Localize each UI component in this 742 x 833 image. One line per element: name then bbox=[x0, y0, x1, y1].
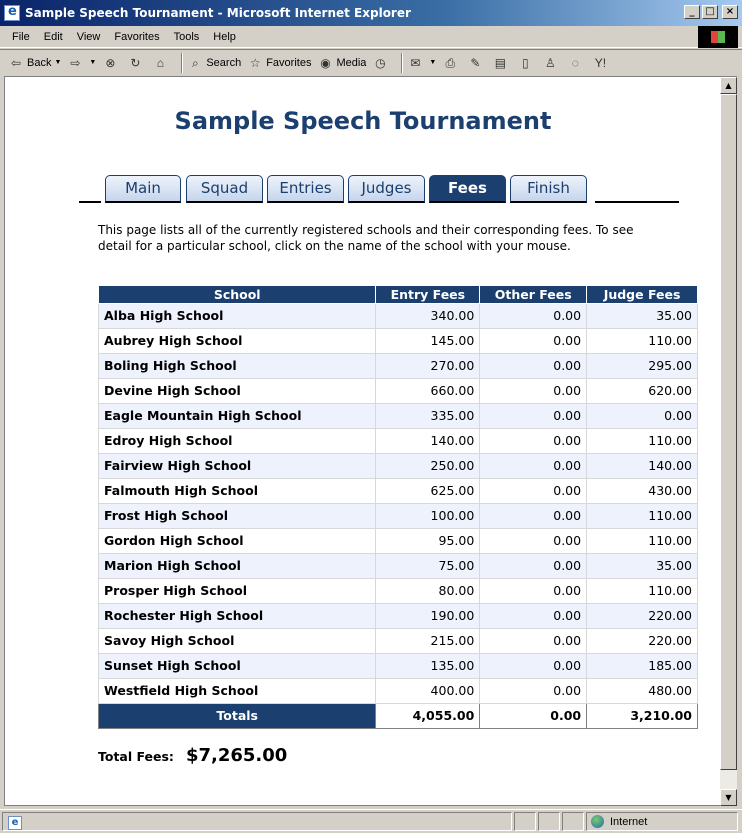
other-fees-cell: 0.00 bbox=[480, 328, 587, 353]
stop-button[interactable] bbox=[102, 55, 121, 71]
other-fees-cell: 0.00 bbox=[480, 303, 587, 328]
status-message-pane bbox=[2, 812, 512, 831]
entry-fees-cell: 660.00 bbox=[376, 378, 480, 403]
other-fees-cell: 0.00 bbox=[480, 553, 587, 578]
intro-text: This page lists all of the currently registered schools and their corresponding fees. To see detail for a particular school, click on the name of the school with your mouse. bbox=[98, 223, 634, 253]
other-fees-cell: 0.00 bbox=[480, 478, 587, 503]
internet-globe-icon bbox=[591, 815, 604, 828]
judge-fees-cell: 220.00 bbox=[587, 603, 698, 628]
vertical-scrollbar[interactable] bbox=[720, 76, 737, 806]
status-pane bbox=[562, 812, 584, 831]
toolbar bbox=[0, 49, 742, 75]
table-row bbox=[99, 478, 698, 503]
favorites-button[interactable] bbox=[247, 55, 311, 71]
entry-fees-cell: 270.00 bbox=[376, 353, 480, 378]
judge-fees-cell: 110.00 bbox=[587, 428, 698, 453]
entry-fees-cell: 75.00 bbox=[376, 553, 480, 578]
school-link[interactable]: Sunset High School bbox=[99, 653, 376, 678]
judge-fees-cell: 110.00 bbox=[587, 528, 698, 553]
table-row bbox=[99, 603, 698, 628]
yahoo-button[interactable] bbox=[592, 55, 611, 71]
tab-fees[interactable]: Fees bbox=[429, 175, 506, 203]
discuss-icon: ▤ bbox=[494, 55, 507, 70]
header-school: School bbox=[99, 286, 376, 303]
edit-button[interactable] bbox=[467, 55, 486, 71]
judge-fees-cell: 220.00 bbox=[587, 628, 698, 653]
total-fees-value: $7,265.00 bbox=[185, 745, 288, 766]
entry-fees-cell: 215.00 bbox=[376, 628, 480, 653]
total-fees bbox=[98, 745, 287, 766]
window-controls bbox=[684, 5, 738, 19]
table-row bbox=[99, 528, 698, 553]
menu-tools[interactable]: Tools bbox=[173, 30, 200, 43]
window-titlebar bbox=[0, 0, 742, 26]
entry-fees-cell: 135.00 bbox=[376, 653, 480, 678]
table-row bbox=[99, 353, 698, 378]
tab-bar bbox=[79, 175, 679, 203]
favorites-star-icon: ☆ bbox=[249, 55, 261, 70]
school-link[interactable]: Fairview High School bbox=[99, 453, 376, 478]
research-icon: ▯ bbox=[522, 55, 529, 70]
media-icon: ◉ bbox=[320, 55, 331, 70]
table-row bbox=[99, 653, 698, 678]
chat-icon: ◌ bbox=[571, 55, 579, 70]
header-other-fees: Other Fees bbox=[480, 286, 587, 303]
entry-fees-cell: 145.00 bbox=[376, 328, 480, 353]
table-row bbox=[99, 578, 698, 603]
school-link[interactable]: Devine High School bbox=[99, 378, 376, 403]
tab-judges[interactable]: Judges bbox=[348, 175, 425, 203]
judge-fees-cell: 0.00 bbox=[587, 403, 698, 428]
judge-fees-cell: 110.00 bbox=[587, 578, 698, 603]
table-row bbox=[99, 378, 698, 403]
judge-fees-cell: 35.00 bbox=[587, 303, 698, 328]
status-pane bbox=[514, 812, 536, 831]
other-fees-cell: 0.00 bbox=[480, 453, 587, 478]
other-fees-cell: 0.00 bbox=[480, 528, 587, 553]
other-fees-cell: 0.00 bbox=[480, 578, 587, 603]
edit-icon: ✎ bbox=[470, 55, 481, 70]
school-link[interactable]: Eagle Mountain High School bbox=[99, 403, 376, 428]
judge-fees-cell: 140.00 bbox=[587, 453, 698, 478]
minimize-button[interactable]: _ bbox=[684, 5, 700, 19]
other-fees-cell: 0.00 bbox=[480, 678, 587, 703]
entry-fees-cell: 80.00 bbox=[376, 578, 480, 603]
back-dropdown-icon[interactable]: ▼ bbox=[54, 59, 62, 66]
other-fees-cell: 0.00 bbox=[480, 353, 587, 378]
table-row bbox=[99, 303, 698, 328]
zone-label: Internet bbox=[610, 815, 648, 828]
search-button[interactable] bbox=[187, 55, 241, 71]
ie-icon bbox=[4, 5, 20, 21]
history-icon: ◷ bbox=[375, 55, 386, 70]
tab-finish[interactable]: Finish bbox=[510, 175, 587, 203]
search-label: Search bbox=[206, 56, 242, 69]
security-zone bbox=[586, 812, 738, 831]
windows-logo-icon bbox=[698, 26, 738, 48]
table-row bbox=[99, 553, 698, 578]
status-bar bbox=[0, 809, 742, 833]
media-label: Media bbox=[336, 56, 367, 69]
header-judge-fees: Judge Fees bbox=[587, 286, 698, 303]
school-link[interactable]: Marion High School bbox=[99, 553, 376, 578]
menu-view[interactable]: View bbox=[76, 30, 101, 43]
totals-row bbox=[99, 703, 698, 728]
yahoo-icon: Y! bbox=[594, 55, 607, 70]
school-link[interactable]: Savoy High School bbox=[99, 628, 376, 653]
judge-fees-cell: 430.00 bbox=[587, 478, 698, 503]
school-link[interactable]: Edroy High School bbox=[99, 428, 376, 453]
scroll-down-icon[interactable]: ▼ bbox=[720, 789, 737, 806]
school-link[interactable]: Alba High School bbox=[99, 303, 376, 328]
close-button[interactable]: × bbox=[722, 5, 738, 19]
other-fees-cell: 0.00 bbox=[480, 503, 587, 528]
judge-fees-cell: 620.00 bbox=[587, 378, 698, 403]
other-fees-cell: 0.00 bbox=[480, 403, 587, 428]
totals-entry: 4,055.00 bbox=[376, 703, 480, 728]
entry-fees-cell: 95.00 bbox=[376, 528, 480, 553]
judge-fees-cell: 185.00 bbox=[587, 653, 698, 678]
table-header-row bbox=[99, 286, 698, 303]
tab-underline-left bbox=[79, 201, 101, 203]
entry-fees-cell: 335.00 bbox=[376, 403, 480, 428]
tab-main[interactable]: Main bbox=[105, 175, 181, 203]
table-body bbox=[99, 303, 698, 703]
judge-fees-cell: 35.00 bbox=[587, 553, 698, 578]
other-fees-cell: 0.00 bbox=[480, 628, 587, 653]
other-fees-cell: 0.00 bbox=[480, 603, 587, 628]
forward-button[interactable] bbox=[67, 55, 96, 71]
back-button[interactable] bbox=[8, 55, 61, 71]
other-fees-cell: 0.00 bbox=[480, 428, 587, 453]
status-pane bbox=[538, 812, 560, 831]
table-row bbox=[99, 403, 698, 428]
chat-button[interactable] bbox=[567, 55, 586, 71]
forward-dropdown-icon[interactable]: ▼ bbox=[89, 59, 97, 66]
back-arrow-icon: ⇦ bbox=[10, 55, 22, 70]
table-row bbox=[99, 678, 698, 703]
menu-edit[interactable]: Edit bbox=[43, 30, 63, 43]
page-viewport bbox=[4, 76, 720, 806]
refresh-icon: ↻ bbox=[130, 55, 141, 70]
toolbar-separator bbox=[401, 53, 403, 73]
school-link[interactable]: Prosper High School bbox=[99, 578, 376, 603]
mail-button[interactable] bbox=[407, 55, 436, 71]
table-row bbox=[99, 328, 698, 353]
discuss-button[interactable] bbox=[492, 55, 511, 71]
entry-fees-cell: 190.00 bbox=[376, 603, 480, 628]
school-link[interactable]: Westfield High School bbox=[99, 678, 376, 703]
maximize-button[interactable]: □ bbox=[702, 5, 718, 19]
toolbar-separator bbox=[181, 53, 183, 73]
school-link[interactable]: Frost High School bbox=[99, 503, 376, 528]
school-link[interactable]: Aubrey High School bbox=[99, 328, 376, 353]
print-button[interactable] bbox=[442, 55, 461, 71]
tab-entries[interactable]: Entries bbox=[267, 175, 344, 203]
messenger-button[interactable] bbox=[542, 55, 561, 71]
menu-file[interactable]: File bbox=[12, 30, 30, 43]
stop-icon: ⊗ bbox=[105, 55, 116, 70]
judge-fees-cell: 110.00 bbox=[587, 328, 698, 353]
school-link[interactable]: Boling High School bbox=[99, 353, 376, 378]
table-row bbox=[99, 628, 698, 653]
entry-fees-cell: 250.00 bbox=[376, 453, 480, 478]
header-entry-fees: Entry Fees bbox=[376, 286, 480, 303]
research-button[interactable] bbox=[517, 55, 536, 71]
menu-bar bbox=[0, 26, 742, 48]
page-title: Sample Speech Tournament bbox=[174, 107, 552, 135]
school-link[interactable]: Falmouth High School bbox=[99, 478, 376, 503]
table-row bbox=[99, 428, 698, 453]
total-fees-label: Total Fees: bbox=[98, 749, 174, 764]
entry-fees-cell: 340.00 bbox=[376, 303, 480, 328]
totals-judge: 3,210.00 bbox=[587, 703, 698, 728]
judge-fees-cell: 480.00 bbox=[587, 678, 698, 703]
scroll-thumb[interactable] bbox=[720, 94, 737, 770]
messenger-icon: ♙ bbox=[544, 55, 556, 70]
history-button[interactable] bbox=[372, 55, 391, 71]
scroll-up-icon[interactable]: ▲ bbox=[720, 77, 737, 94]
menu-help[interactable]: Help bbox=[213, 30, 236, 43]
page-status-icon: e bbox=[8, 816, 22, 830]
home-icon: ⌂ bbox=[156, 55, 164, 70]
fees-table bbox=[98, 286, 698, 729]
mail-dropdown-icon[interactable]: ▼ bbox=[429, 59, 437, 66]
table-row bbox=[99, 453, 698, 478]
home-button[interactable] bbox=[152, 55, 171, 71]
school-link[interactable]: Rochester High School bbox=[99, 603, 376, 628]
window-title: Sample Speech Tournament - Microsoft Internet Explorer bbox=[25, 6, 411, 20]
entry-fees-cell: 625.00 bbox=[376, 478, 480, 503]
search-icon: ⌕ bbox=[191, 55, 199, 70]
totals-label: Totals bbox=[99, 703, 376, 728]
entry-fees-cell: 140.00 bbox=[376, 428, 480, 453]
refresh-button[interactable] bbox=[127, 55, 146, 71]
judge-fees-cell: 110.00 bbox=[587, 503, 698, 528]
school-link[interactable]: Gordon High School bbox=[99, 528, 376, 553]
table-row bbox=[99, 503, 698, 528]
print-icon: ⎙ bbox=[445, 55, 456, 70]
forward-arrow-icon: ⇨ bbox=[70, 55, 81, 70]
back-label: Back bbox=[27, 56, 52, 69]
media-button[interactable] bbox=[317, 55, 366, 71]
favorites-label: Favorites bbox=[266, 56, 312, 69]
totals-other: 0.00 bbox=[480, 703, 587, 728]
mail-icon: ✉ bbox=[410, 55, 421, 70]
entry-fees-cell: 100.00 bbox=[376, 503, 480, 528]
other-fees-cell: 0.00 bbox=[480, 378, 587, 403]
other-fees-cell: 0.00 bbox=[480, 653, 587, 678]
entry-fees-cell: 400.00 bbox=[376, 678, 480, 703]
menu-favorites[interactable]: Favorites bbox=[114, 30, 160, 43]
tab-squad[interactable]: Squad bbox=[186, 175, 263, 203]
tab-underline-right bbox=[595, 201, 679, 203]
judge-fees-cell: 295.00 bbox=[587, 353, 698, 378]
